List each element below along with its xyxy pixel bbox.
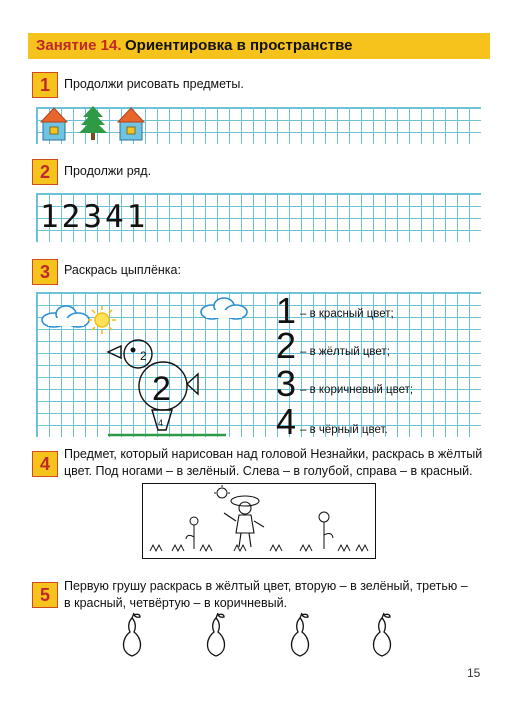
legend-label-3: – в коричневый цвет; [300,384,414,396]
task-2-number: 2 [32,159,58,185]
chick-drawing [36,292,276,440]
task-1-instruction: Продолжи рисовать предметы. [64,77,244,91]
task-2-instruction: Продолжи ряд. [64,164,152,178]
page-number: 15 [467,666,481,680]
legend-label-2: – в жёлтый цвет; [300,346,390,358]
task-5-number: 5 [32,582,58,608]
legend-digit-1: 1 [276,290,297,331]
neznaika-picture[interactable] [142,483,376,559]
task-4-instruction-line1: Предмет, который нарисован над головой Незнайки, раскрась в жёлтый [64,447,483,461]
bird-body-digit: 2 [152,370,171,408]
bird-foot-digit: 4 [158,418,164,428]
lesson-topic: Ориентировка в пространстве [125,37,353,54]
task-3-instruction: Раскрась цыплёнка: [64,263,181,277]
tree-icon [79,106,107,140]
task-3-number: 3 [32,259,58,285]
bird-head-digit: 2 [140,349,147,363]
task-1-pattern [38,104,148,144]
number-sequence: 12341 [40,199,149,235]
cloud-icon [42,306,89,327]
lesson-number: Занятие 14. [36,37,122,54]
legend-label-4: – в чёрный цвет. [300,424,388,436]
task-1-number: 1 [32,72,58,98]
pear-icon[interactable] [208,613,225,656]
house-icon [118,108,144,140]
task-5-instruction-line2: в красный, четвёртую – в коричневый. [64,596,288,610]
legend-label-1: – в красный цвет; [300,308,394,320]
task-4-number: 4 [32,451,58,477]
pear-icon[interactable] [124,613,141,656]
pear-icon[interactable] [292,613,309,656]
legend-digit-2: 2 [276,325,297,366]
pear-icon[interactable] [374,613,391,656]
legend-digit-4: 4 [276,401,297,442]
task-5-instruction-line1: Первую грушу раскрась в жёлтый цвет, вторую – в зелёный, третью – [64,579,468,593]
pears-row [118,612,408,662]
cloud-icon [201,298,247,319]
house-icon [41,108,67,140]
lesson-header [28,33,490,59]
task-4-instruction-line2: цвет. Под ногами – в зелёный. Слева – в голубой, справа – в красный. [64,464,473,478]
sun-icon [88,306,116,334]
legend-digit-3: 3 [276,363,297,404]
